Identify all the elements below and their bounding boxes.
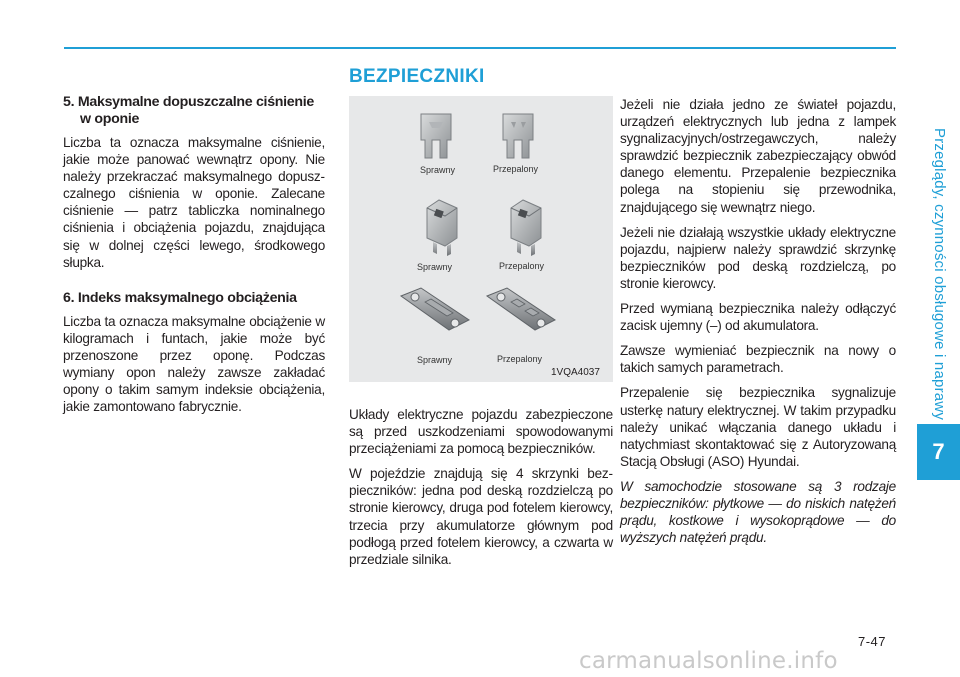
heading-load-index: 6. Indeks maksymalnego obciążenia — [63, 289, 297, 306]
label-blown-1: Przepalony — [493, 164, 539, 174]
paragraph-disconnect-battery: Przed wymianą bezpiecznika należy odłączyć zacisk ujemny (–) od akumulatora. — [620, 301, 896, 334]
paragraph-check-fuse: Jeżeli nie działa jedno ze świateł pojazdu, urządzeń elektrycznych lub jedna z lampek sygnalizacyjnych/ostrzegawczych, należy sprawdzić bezpiecznik zabezpieczający obwód danego elementu. Przepalenie bezpiecznika polega na stopieniu się przewodnika, znajdującego się wewnątrz niego. — [620, 97, 896, 215]
paragraph-check-box: Jeżeli nie działają wszystkie układy elektryczne pojazdu, najpierw należy sprawdzić skrzynkę bezpieczników pod deską rozdzielczą, po stronie kierowcy. — [620, 224, 896, 291]
label-good-3: Sprawny — [417, 355, 453, 365]
cartridge-fuse-blown-icon — [511, 200, 541, 256]
label-good-2: Sprawny — [417, 262, 453, 272]
paragraph-electrical-fault: Przepalenie się bezpiecznika sygnalizuje usterkę natury elektrycznej. W takim przypadku należy unikać włączania danego układu i natychmiast skontaktować się z Autoryzowaną Stacją Obsługi (ASO) Hyundai. — [620, 385, 896, 469]
blade-fuse-blown-icon — [503, 114, 533, 158]
paragraph-max-pressure: Liczba ta oznacza maksymalne ciśnienie, jakie może panować wewnątrz opony. Nie należy przekraczać maksymalnego dopuszczalnego ciśnienia w oponie. Zalecane ciśnienie — patrz tabliczka nominalnego ciśnienia i obciążenia pojazdu, znajdująca się w dolnej części lewego, środkowego słupka. — [63, 135, 325, 270]
heading-max-pressure — [63, 94, 325, 128]
chapter-number: 7 — [932, 439, 945, 464]
note-fuse-types — [620, 478, 896, 546]
heading-max-pressure-line2: w oponie — [80, 111, 140, 127]
section-title: BEZPIECZNIKI — [349, 66, 485, 87]
cartridge-fuse-good-icon — [427, 200, 457, 256]
multi-fuse-blown-icon — [487, 288, 555, 330]
left-column — [63, 94, 325, 434]
header-rule — [64, 47, 896, 49]
label-good-1: Sprawny — [420, 165, 456, 175]
chapter-side-title: Przeglądy, czynności obsługowe i naprawy — [931, 128, 948, 421]
watermark: carmanualsonline.info — [579, 648, 838, 674]
heading-max-pressure-line1: 5. Maksymalne dopuszczalne ciśnienie — [63, 94, 314, 110]
label-blown-2: Przepalony — [499, 261, 545, 271]
paragraph-load-index: Liczba ta oznacza maksymalne obciążenie w kilogramach i funtach, jakie może być przenoszone przez oponę. Podczas wymiany opon należy zawsze zakładać opony o takim samym indeksie obciążenia, jakie zamontowano fabrycznie. — [63, 313, 325, 415]
paragraph-protection: Układy elektryczne pojazdu zabezpieczone są przed uszkodzeniami spowodowanymi przeciążeniami za pomocą bezpieczników. — [349, 407, 613, 457]
paragraph-fuse-boxes: W pojeździe znajdują się 4 skrzynki bezpieczników: jedna pod deską rozdzielczą po stronie kierowcy, druga pod fotelem kierowcy, trzecia przy akumulatorze głównym pod podłogą przed fotelem kierowcy, a czwarta w przedziale silnika. — [349, 466, 613, 567]
label-blown-3: Przepalony — [497, 354, 543, 364]
fuse-figure — [349, 96, 613, 382]
multi-fuse-good-icon — [401, 288, 469, 330]
fuse-illustration — [349, 96, 613, 382]
figure-code: 1VQA4037 — [551, 367, 600, 378]
middle-column — [349, 406, 613, 576]
note-fuse-types-text: W samochodzie stosowane są 3 rodzaje bezpieczników: płytkowe — do niskich natężeń prądu, kostkowe i wysokoprądowe — do wyższych natężeń prądu. — [620, 478, 896, 546]
right-column — [620, 96, 896, 554]
chapter-tab[interactable] — [917, 424, 960, 480]
paragraph-replace-same: Zawsze wymieniać bezpiecznik na nowy o takich samych parametrach. — [620, 343, 896, 376]
blade-fuse-good-icon — [421, 114, 451, 158]
page-number: 7-47 — [858, 634, 887, 649]
